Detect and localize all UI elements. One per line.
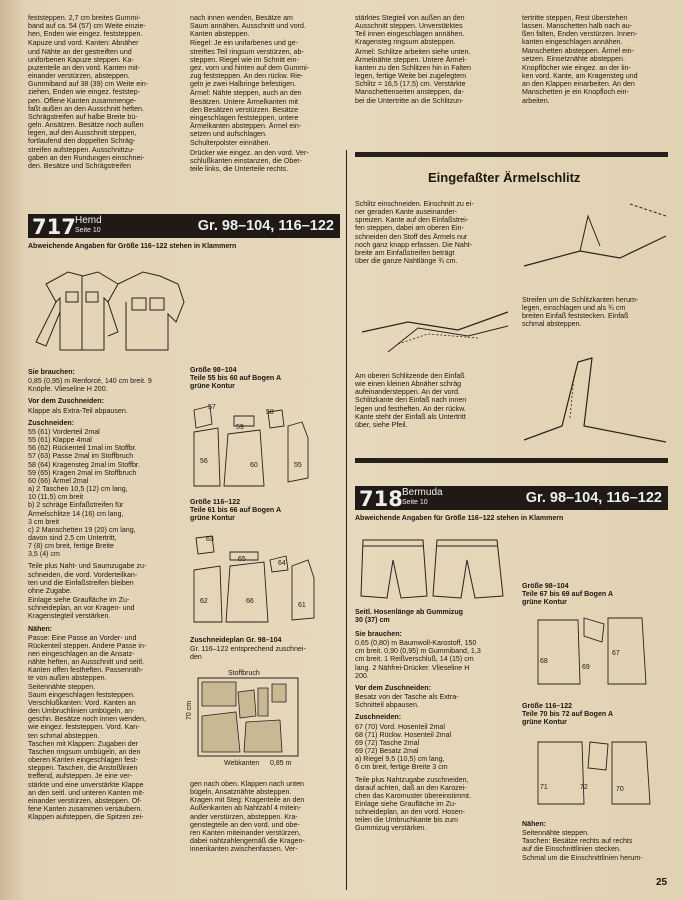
interfacing-note: Einlage siehe Graufläche im Zu- schneideplan, an vor Kragen- und Kragenstegteil verstärken.	[28, 596, 135, 621]
text-block: Kapuze und vord. Kanten: Abnäher und Nähte an der gestreiften und uniforbenen Kapuze steppen. Ka- puzenteile an den vord. Kanten mit- einander verstürzen, absteppen. Gummiband auf 38 (39) cm Weite ein- ziehen, Enden wie eingez. feststep- pen. Offene Kanten zusammenge- faßt außen an den Ausschnitt heften. Schrägstreifen auf halbe Breite bü- geln. Ansätzen. Besätze noch außen legen, auf den Ausschnitt steppen, fortlaufend den doppelten Schräg- streifen aufsteppen. Ausschnittzu- gaben an den Rundungen einschnei- den. Besätze und Schrägstreifen	[28, 39, 149, 170]
shorts-illustration	[357, 536, 507, 604]
plan-height-label: 70 cm	[186, 700, 193, 720]
model-sizes: Gr. 98–104, 116–122	[197, 218, 334, 234]
col4-top-text	[522, 14, 668, 106]
materials: 0,65 (0,80) m Baumwoll-Karostoff, 150 cm breit. 0,90 (0,95) m Gummiband, 1,3 cm breit. 1 Reißverschluß, 14 (15) cm lang. 2 Nähfrei-Drücker. Vlieseline H 200.	[355, 639, 481, 680]
col1-top-text	[28, 14, 186, 171]
materials: 0,85 (0,95) m Renforcé, 140 cm breit. 9 Knöpfe. Vlieseline H 200.	[28, 377, 152, 394]
model-number: 717	[32, 215, 76, 239]
text-block: Riegel: Je ein unifarbenes und ge- streiftes Teil ringsum verstürzen, ab- steppen. Riegel wie im Schnitt ein- gez. vorn und hinten auf dem Gummi- zug feststeppen. An den rückw. Rie- geln je zwei Halbringe befestigen.	[190, 39, 310, 89]
column-divider	[346, 150, 347, 890]
piece-number: 67	[612, 650, 620, 657]
cutting-plan-title-block	[190, 636, 342, 662]
shirt-left-text	[28, 368, 186, 822]
sleeve-illustration-3	[522, 356, 668, 446]
section-heading: Nähen:	[522, 820, 547, 828]
prep-note: Klappe als Extra-Teil abpausen.	[28, 406, 128, 415]
piece-number: 65	[238, 556, 246, 563]
text-block: Ärmel: Nähte steppen, auch an den Besätzen. Untere Ärmelkanten mit den Besätzen verstürzen. Besätze eingeschlagen feststeppen, untere Ärmelkanten absteppen. Ärmel ein- setzen und aufschlagen.	[190, 89, 302, 139]
section-heading: Sie brauchen:	[355, 630, 402, 638]
piece-number: 69	[582, 664, 590, 671]
piece-number: 56	[200, 458, 208, 465]
section-heading: Zuschneiden:	[355, 713, 402, 722]
section-heading: Vor dem Zuschneiden:	[28, 397, 104, 406]
shorts-size1-title: Größe 98–104 Teile 67 bis 69 auf Bogen A grüne Kontur	[522, 582, 614, 607]
piece-number: 71	[540, 784, 548, 791]
model-717-header	[28, 214, 340, 238]
text-block: nach innen wenden, Besätze am Saum annähen. Ausschnitt und vord. Kanten absteppen.	[190, 14, 306, 39]
model-name: Hemd	[75, 215, 102, 226]
plan-fold-label: Stoffbruch	[228, 670, 260, 677]
sleeve-title: Eingefaßter Ärmelschlitz	[428, 170, 581, 185]
shorts-text	[355, 630, 515, 834]
piece-number: 70	[616, 786, 624, 793]
page-number: 25	[656, 877, 668, 888]
sewing-steps: Seitennähte steppen. Taschen: Besätze rechts auf rechts auf die Einschnittlinien stecken. Schmal um die Einschnittlinien herum-	[522, 829, 643, 862]
section-rule	[355, 458, 668, 463]
piece-number: 72	[580, 784, 588, 791]
piece-number: 57	[208, 404, 216, 411]
text-block: Schulterpolster einnähen.	[190, 139, 271, 148]
cutting-plan-sub: Gr. 116–122 entsprechend zuschnei- den	[190, 645, 306, 662]
col3-top-text	[355, 14, 515, 106]
size1-title: Größe 98–104 Teile 55 bis 60 auf Bogen A grüne Kontur	[190, 366, 282, 391]
text-block: feststeppen. 2,7 cm breites Gummi- band auf ca. 54 (57) cm Weite einzie- hen, Enden wie eingez. feststeppen.	[28, 14, 146, 39]
plan-width-label: 0,85 m	[270, 760, 292, 767]
model-717-note: Abweichende Angaben für Größe 116–122 stehen in Klammern	[28, 243, 237, 250]
piece-number: 55	[294, 462, 302, 469]
text-block: stärktes Stegteil von außen an den Ausschnitt steppen. Unverstärktes Teil innen eingeschlagen annähen. Kragensteg ringsum absteppen.	[355, 14, 465, 47]
model-number: 718	[359, 487, 403, 511]
size2-title: Größe 116–122 Teile 61 bis 66 auf Bogen A grüne Kontur	[190, 498, 282, 523]
text-block: tertritte steppen, Rest überstehen lassen. Manschetten halb nach au- ßen falten, Enden verstürzen. Innen- kanten eingeschlagen annähen. Manschetten absteppen. Ärmel ein- setzen. Einsetznähte absteppen.	[522, 14, 638, 63]
sewing-steps-cont: gen nach oben. Klappen nach unten bügeln, Ansatznähte absteppen. Kragen mit Steg: Kragenteile an den Außenkanten ab Nahtzahl 4 mitein- ander verstürzen, absteppen. Kra- genstegteile an den vord. und obe- ren Kanten miteinander verstürzen, dabei nahtzahlengemäß die Kragen- innenkanten zwischenfassen. Ver-	[190, 780, 305, 854]
sleeve-instruction: Am oberen Schlitzende den Einfaß wie einen kleinen Abnäher schräg aufeinandersteppen. An der vord. Schlitzkante den Einfaß nach innen legen und festheften. An der rückw. Kante steht der Einfaß als Untertritt über, siehe Pfeil.	[355, 372, 467, 429]
model-sizes: Gr. 98–104, 116–122	[525, 490, 662, 506]
sleeve-text-2	[522, 296, 668, 330]
sleeve-instruction: Schlitz einschneiden. Einschnitt zu ei- ner geraden Kante auseinander- spreizen. Kante auf den Einfaßstrei- fen steppen, dabei am oberen Ein- schneiden den Stoff des Ärmels nur noch ganz knapp erfassen. Die Naht- breite am Einfaßstreifen beträgt über die ganze Nahtlänge ¾ cm.	[355, 200, 474, 266]
model-name: Bermuda	[402, 487, 443, 498]
piece-number: 61	[298, 602, 306, 609]
shirt-col2-bottom	[190, 780, 342, 854]
piece-number: 66	[246, 598, 254, 605]
section-heading: Nähen:	[28, 624, 53, 633]
sleeve-illustration-1	[520, 196, 670, 286]
cutting-list: 55 (61) Vorderteil 2mal 55 (61) Klappe 4mal 56 (62) Rückenteil 1mal im Stoffbr. 57 (63) Passe 2mal im Stoffbruch 58 (64) Kragensteg 2mal im Stoffbr. 59 (65) Kragen 2mal im Stoffbruch 60 (66) Ärmel 2mal a) 2 Taschen 10,5 (12) cm lang, 10 (11,5) cm breit b) 2 schräge Einfaßstreifen für Ärmelschlitze 14 (16) cm lang, 3 cm breit c) 2 Manschetten 19 (20) cm lang, davon sind 2,5 cm Untertritt, 7 (8) cm breit, fertige Breite 3,5 (4) cm	[28, 427, 140, 559]
text-block: Knopflöcher wie eingez. an der lin- ken vord. Kante, am Kragensteg und an den Klappen einarbeiten. An den Manschetten je ein Knopfloch ein- arbeiten.	[522, 63, 638, 105]
section-heading: Sie brauchen:	[28, 368, 75, 376]
pattern-layout-size2	[190, 530, 340, 626]
piece-number: 58	[266, 409, 274, 416]
shorts-length: Seitl. Hosenlänge ab Gummizug 30 (37) cm	[355, 608, 463, 625]
prep-note: Besatz von der Tasche als Extra- Schnitteil abpausen.	[355, 693, 459, 710]
cutting-plan	[196, 676, 306, 760]
piece-number: 68	[540, 658, 548, 665]
piece-number: 64	[278, 560, 286, 567]
shorts-sewing	[522, 820, 668, 863]
piece-number: 59	[236, 424, 244, 431]
shorts-pattern-size2	[524, 734, 668, 810]
section-heading: Zuschneiden:	[28, 418, 75, 427]
piece-number: 62	[200, 598, 208, 605]
sleeve-text-1	[355, 200, 515, 266]
piece-number: 63	[206, 536, 214, 543]
col2-top-text	[190, 14, 342, 174]
shorts-size2-title: Größe 116–122 Teile 70 bis 72 auf Bogen A grüne Kontur	[522, 702, 614, 727]
sleeve-illustration-2	[358, 292, 518, 362]
cutting-plan-title: Zuschneideplan Gr. 98–104	[190, 636, 282, 644]
section-heading: Vor dem Zuschneiden:	[355, 683, 431, 692]
sleeve-instruction: Streifen um die Schlitzkanten herum- legen, einschlagen und als ¾ cm breiten Einfaß feststecken. Einfaß schmal absteppen.	[522, 296, 639, 329]
shorts-pattern-size1	[524, 612, 668, 692]
model-page-ref: Seite 10	[75, 227, 101, 234]
text-block: Drücker wie eingez. an den vord. Ver- schlußkanten einstanzen, die Ober- teile links, die Unterteile rechts.	[190, 148, 309, 173]
seam-note: Teile plus Nahtzugabe zuschneiden, darauf achten, daß an den Karozei- chen das Karomuster übereinstimmt. Einlage siehe Graufläche im Zu- schneideplan, an den vord. Hosen- teilen die Umbruchkante bis zum Gummizug verstärken.	[355, 775, 471, 833]
sleeve-text-3	[355, 372, 515, 430]
section-rule	[355, 152, 668, 157]
sewing-steps: Passe: Eine Passe an Vorder- und Rückenteil steppen. Andere Passe in- nen eingeschlagen an die Ansatz- nähte heften, an Ausschnitt und seitl. Kanten offen festheften. Passennäh- te von außen absteppen. Seitennähte steppen. Saum eingeschlagen feststeppen. Verschlußkanten: Vord. Kanten an den Umbruchlinien umbügeln, an- geschn. Besätze noch innen wenden, wie eingez. feststeppen. Vord. Kan- ten schmal absteppen. Taschen mit Klappen: Zugaben der Taschen ringsum umbügeln, an den oberen Kanten eingeschlagen fest- steppen. Taschen, die Anstoßlinien treffend, aufsteppen. Je eine ver- stärkte und eine unverstärkte Klappe an den seitl. und unteren Kanten mit- einander verstürzen, absteppen. Of- fene Kanten zusammen versäubern. Klappen aufsteppen, die Spitzen zei-	[28, 633, 147, 822]
cutting-list: 67 (70) Vord. Hosenteil 2mal 68 (71) Rückw. Hosenteil 2mal 69 (72) Tasche 2mal 69 (72) Besatz 2mal a) Riegel 9,5 (10,5) cm lang, 6 cm breit, fertige Breite 3 cm	[355, 722, 452, 772]
seam-note: Teile plus Naht- und Saumzugabe zu- schneiden, die vord. Vorderteilkan- ten und die Einfaßstreifen bleiben ohne Zugabe.	[28, 562, 147, 595]
pattern-layout-size1	[190, 398, 340, 490]
piece-number: 60	[250, 462, 258, 469]
model-page-ref: Seite 10	[402, 499, 428, 506]
plan-selvage-label: Webkanten	[224, 760, 260, 767]
model-718-header	[355, 486, 668, 510]
shirt-illustration	[28, 262, 188, 362]
text-block: Ärmel: Schlitze arbeiten siehe unten. Ärmelnähte steppen. Untere Ärmel- kanten zu den Schlitzen hin in Falten legen, fertige Weite bei zugelegtem Schlitz = 16,5 (17,5) cm. Verstärkte Manschettenseiten ansteppen, da- bei die Untertritte an die Schlitzun-	[355, 47, 471, 105]
model-718-note: Abweichende Angaben für Größe 116–122 stehen in Klammern	[355, 515, 564, 522]
